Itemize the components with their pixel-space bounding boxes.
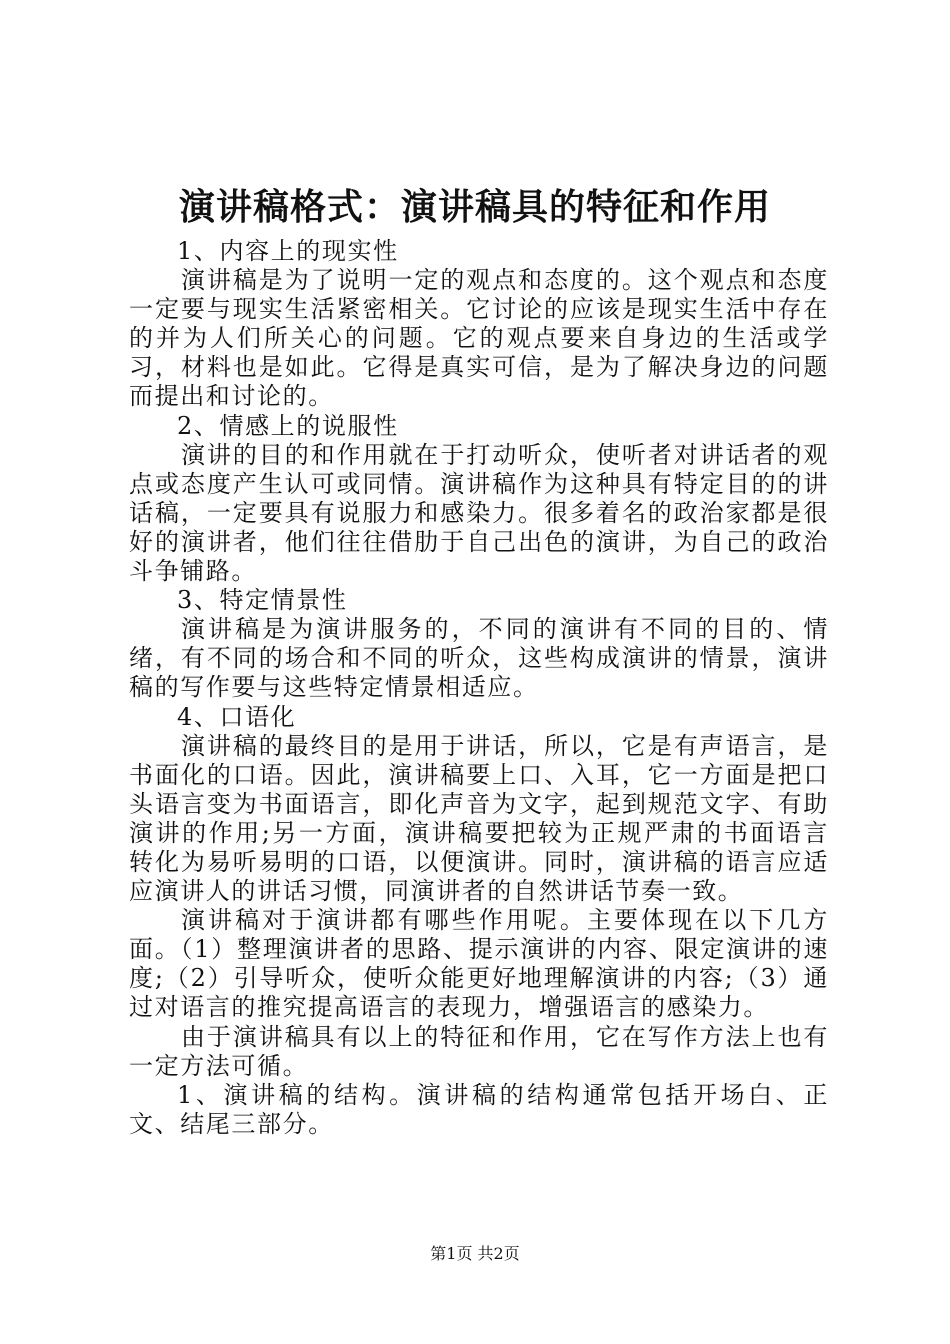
section-heading-3: 3、特定情景性	[177, 586, 348, 615]
paragraph-6: 由于演讲稿具有以上的特征和作用，它在写作方法上也有一定方法可循。	[129, 1022, 829, 1080]
section-heading-structure: 1、演讲稿的结构。演讲稿的结构通常包括开场白、正文、结尾三部分。	[129, 1080, 829, 1138]
paragraph-3: 演讲稿是为演讲服务的，不同的演讲有不同的目的、情绪，有不同的场合和不同的听众，这些构成演讲的情景，演讲稿的写作要与这些特定情景相适应。	[129, 615, 829, 702]
page-footer: 第1页 共2页	[430, 1244, 520, 1263]
section-heading-4: 4、口语化	[177, 702, 297, 731]
document-body	[129, 237, 829, 1139]
paragraph-2: 演讲的目的和作用就在于打动听众，使听者对讲话者的观点或态度产生认可或同情。演讲稿作为这种具有特定目的的讲话稿，一定要具有说服力和感染力。很多着名的政治家都是很好的演讲者，他们往往借肋于自己出色的演讲，为自己的政治斗争铺路。	[129, 440, 829, 586]
section-heading-2: 2、情感上的说服性	[177, 411, 399, 440]
paragraph-5: 演讲稿对于演讲都有哪些作用呢。主要体现在以下几方面。（1）整理演讲者的思路、提示演讲的内容、限定演讲的速度;（2）引导听众，使听众能更好地理解演讲的内容;（3）通过对语言的推究提高语言的表现力，增强语言的感染力。	[129, 906, 829, 1022]
document-title: 演讲稿格式：演讲稿具的特征和作用	[178, 186, 771, 228]
paragraph-4: 演讲稿的最终目的是用于讲话，所以，它是有声语言，是书面化的口语。因此，演讲稿要上口、入耳，它一方面是把口头语言变为书面语言，即化声音为文字，起到规范文字、有助演讲的作用;另一方面，演讲稿要把较为正规严肃的书面语言转化为易听易明的口语，以便演讲。同时，演讲稿的语言应适应演讲人的讲话习惯，同演讲者的自然讲话节奏一致。	[129, 731, 829, 906]
section-heading-1: 1、内容上的现实性	[177, 237, 399, 265]
paragraph-1: 演讲稿是为了说明一定的观点和态度的。这个观点和态度一定要与现实生活紧密相关。它讨论的应该是现实生活中存在的并为人们所关心的问题。它的观点要来自身边的生活或学习，材料也是如此。它得是真实可信，是为了解决身边的问题而提出和讨论的。	[129, 266, 829, 411]
